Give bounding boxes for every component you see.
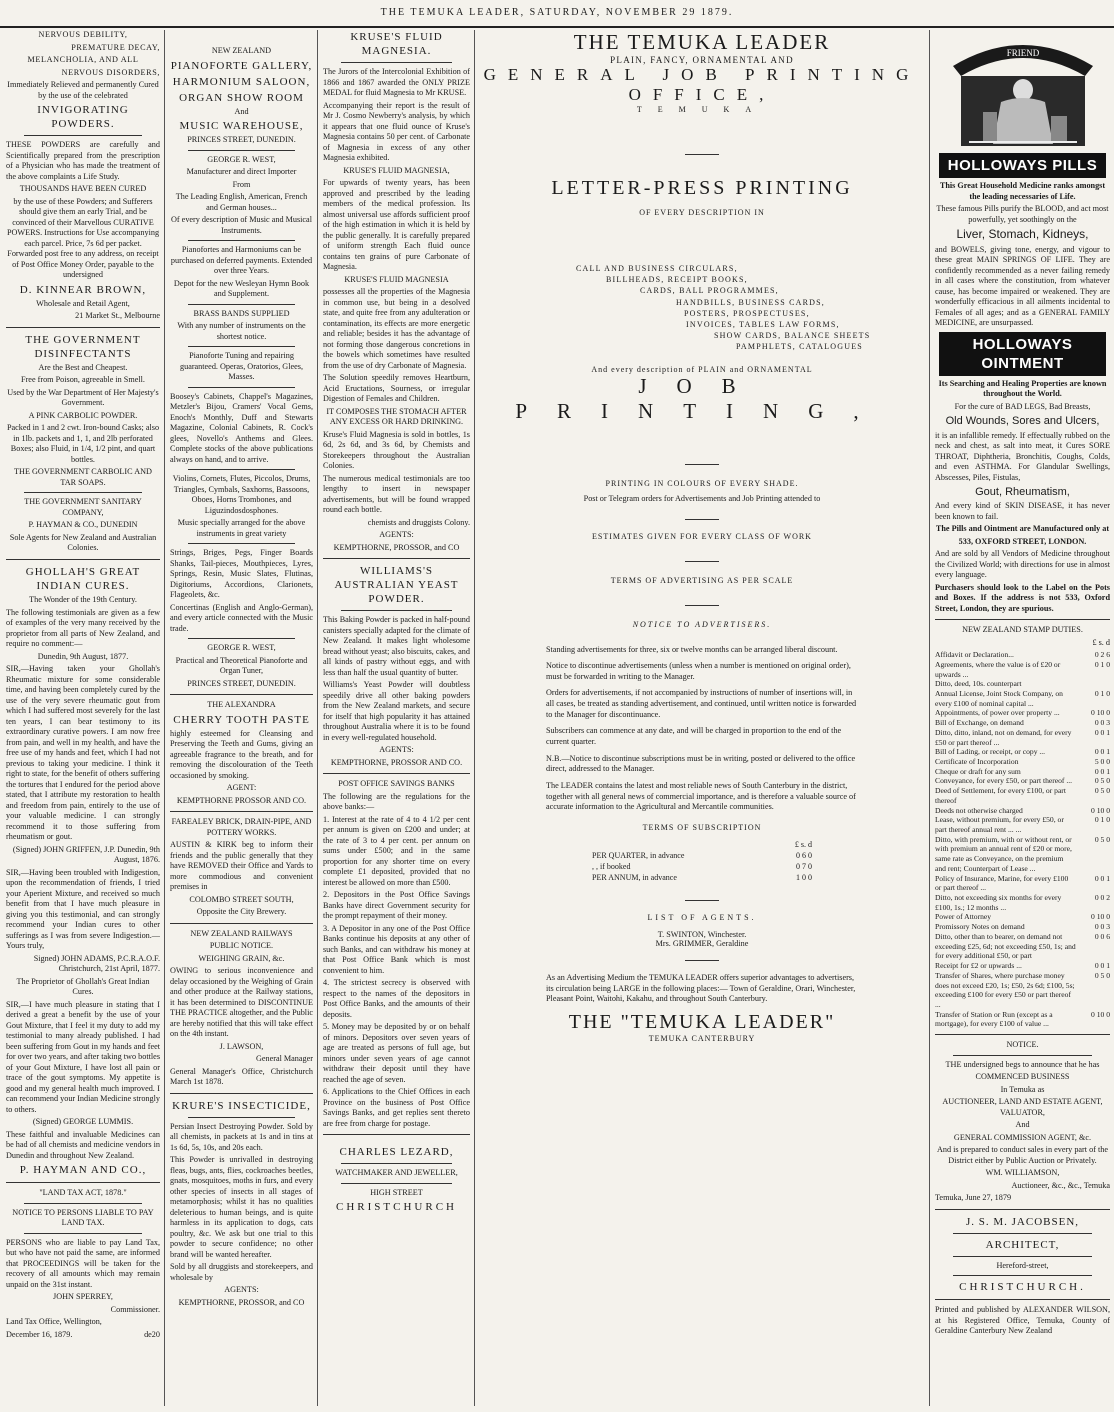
ad-subtitle: PLAIN, FANCY, ORNAMENTAL AND (610, 55, 794, 65)
list-item: POSTERS, PROSPECTUSES, (684, 308, 810, 318)
column-2 (166, 30, 317, 1406)
table-row (935, 806, 1110, 816)
paragraph: THE undersigned begs to announce that he has (945, 1059, 1100, 1069)
paragraph: The Proprietor of Ghollah's Great Indian Cures. (16, 976, 150, 997)
ad-job-printing: JOB PRINTING, (515, 373, 889, 423)
paragraph-line: PRINCES STREET, DUNEDIN. (187, 678, 296, 688)
headline: ARCHITECT, (985, 1238, 1060, 1251)
stamp-value: 0 1 0 (1094, 659, 1110, 669)
table-row (589, 862, 815, 871)
headline: PRINCES STREET, DUNEDIN. (187, 135, 296, 145)
subs-value: 1 0 0 (796, 873, 812, 883)
subs-label: PER ANNUM, in advance (592, 873, 677, 883)
paragraph: possesses all the properties of the Magnesia in common use, but being in a desolved state, and quite free from any adulteration or contamination, its effects are more energetic and reliable; besides it has the advantage of not forming those dangerous concretions in the bowels which sometimes have resulted from the use of dry Carbonate of Magnesia. (323, 287, 470, 370)
stamp-item: Cheque or draft for any sum (935, 766, 1021, 776)
headline: NOTICE. (1006, 1040, 1039, 1050)
ad-terms: TERMS OF ADVERTISING AS PER SCALE (610, 575, 794, 585)
paragraph: 5. Money may be deposited by or on behalf of minors. Depositors over seven years of age are treated as persons of full age, but minors under seven years of age cannot withdraw their deposit until they have reached the age of seven. (323, 1022, 470, 1084)
signer: JOHN SPERREY, (53, 1292, 113, 1302)
stamp-value: 0 5 0 (1094, 786, 1110, 796)
paragraph-line: In Temuka as (1000, 1084, 1045, 1094)
headline: CHRISTCHURCH (336, 1201, 457, 1214)
ad-every: OF EVERY DESCRIPTION IN (639, 208, 765, 217)
subs-head: £ s. d (794, 840, 812, 850)
paragraph: SIR,—Having been troubled with Indigestion, upon the recommendation of friends, I tried your Aperient Mixture, and received so much benefit from that I have much pleasure in giving you this testimonial, and can strongly recommend your Indian cures to other sufferings as I was from severe Indigestion.—Yours truly, (6, 867, 160, 951)
subscription-table (587, 838, 817, 884)
paragraph: The Solution speedily removes Heartburn, Acid Eructations, Sourness, or irregular Digestion of Females and Children. (323, 373, 470, 404)
column-rule (317, 30, 318, 1406)
stamp-value: 0 10 0 (1091, 805, 1110, 815)
headline: P. HAYMAN AND CO., (19, 1164, 147, 1177)
paragraph: PERSONS who are liable to pay Land Tax, but who have not paid the same, are informed that PROCEEDINGS will be taken for the recovery of all amounts which may remain unpaid on the 31st instant. (6, 1237, 160, 1289)
headline: PUBLIC NOTICE. (209, 941, 274, 951)
table-row (935, 815, 1110, 834)
stamp-value: 0 5 0 (1094, 970, 1110, 980)
table-row (589, 851, 815, 860)
signer: D. KINNEAR BROWN, (19, 283, 147, 296)
paragraph: Persian Insect Destroying Powder. Sold by all chemists, in packets at 1s and in tins at 1s 6d, 5s, 10s, and 20s each. (170, 1121, 313, 1152)
paragraph: Kruse's Fluid Magnesia is sold in bottles, 1s 6d, 2s 6d, and 3s 6d, by Chemists and Storekeepers throughout the Australian Colonies. (323, 429, 470, 471)
headline: NERVOUS DISORDERS, (61, 67, 160, 77)
paragraph: With any number of instruments on the shortest notice. (177, 321, 306, 341)
table-row (935, 922, 1110, 932)
ad-notice-text: Subscribers can commence at any date, and will be charged in proportion to the end of the current quarter. (546, 726, 842, 747)
list-item: CALL AND BUSINESS CIRCULARS, (576, 264, 738, 273)
paragraph: Williams's Yeast Powder will doubtless speedily drive all other baking powders from the New Zealand markets, and secure for itself that high popularity it has attained throughout Australia where it is to be found in every well-regulated household. (323, 680, 470, 742)
stamp-item: Promissory Notes on demand (935, 922, 1025, 932)
headline: KEMPTHORNE, PROSSOR, and CO (178, 1297, 305, 1307)
paragraph-line: Opposite the City Brewery. (196, 907, 287, 917)
headline: GEORGE R. WEST, (207, 154, 276, 164)
paragraph: This Baking Powder is packed in half-pound canisters specially adapted for the climate of New Zealand. It makes light wholesome bread without yeast; also biscuits, cakes, and all kinds of pastry without eggs, and with less than half the usual quantity of butter. (323, 615, 470, 677)
stamp-item: Receipt for £2 or upwards ... (935, 961, 1022, 971)
paragraph: Packed in 1 and 2 cwt. Iron-bound Casks; also in 1lb. packets and 1, 1, and 2lb perforated Boxes; also Fluid, in 1/4, 1/2 pint, and quart bottles. (6, 423, 160, 464)
paragraph: This Powder is unrivalled in destroying fleas, bugs, ants, flies, cockroaches beetles, gnats, mosquitoes, moths in furs, and every other species of insects in all stages of metamorphosis; whilst it has no qualities deleterious to human beings, and is quite harmless in its application to dogs, cats poultry, &c. We ask but one trial to this powder to secure confidence; no other brand will be wanted hereafter. (170, 1155, 313, 1259)
ad-general-office: GENERAL JOB PRINTING OFFICE, (483, 65, 921, 104)
table-row (935, 893, 1110, 912)
paragraph: Concertinas (English and Anglo-German), and every article connected with the Music trade. (170, 602, 313, 633)
headline: CHARLES LEZARD, (339, 1146, 454, 1159)
ad-and-every: And every description of PLAIN and ORNAMENTAL (591, 364, 813, 374)
imprint: Printed and published by ALEXANDER WILSON, at his Registered Office, Temuka, County of Geraldine Canterbury New Zealand (935, 1305, 1110, 1336)
paragraph: And is prepared to conduct sales in every part of the District either by Public Auction or Privately. (937, 1145, 1108, 1165)
table-row (935, 728, 1110, 747)
paragraph: Dunedin, 9th August, 1877. (37, 651, 129, 661)
paragraph-line: Of every description of Music and Musical Instruments. (171, 215, 312, 235)
headline: PIANOFORTE GALLERY, (170, 59, 313, 72)
stamp-item: Annual License, Joint Stock Company, on every £100 of nominal capital ... (935, 688, 1063, 708)
signer: WM. WILLIAMSON, (985, 1168, 1060, 1178)
stamp-value: 0 5 0 (1094, 776, 1110, 786)
headline: GHOLLAH'S GREAT INDIAN CURES. (25, 565, 141, 592)
headline: MELANCHOLIA, AND ALL (27, 55, 139, 64)
paragraph: Sold by all druggists and storekeepers, and wholesale by (170, 1262, 313, 1282)
paragraph: (Signed) JOHN GRIFFEN, J.P. Dunedin, 9th August, 1876. (12, 844, 160, 865)
headline: AUCTIONEER, LAND AND ESTATE AGENT, VALUATOR, (942, 1097, 1103, 1117)
paragraph: Boosey's Cabinets, Chappel's Magazines, Metzler's Bijou, Cramers' Vocal Gems, Enoch's Monthly, Duff and Stewarts Magazine, Colonial Cabinets, R. Cock's glees, Novello's Anthems and Glees. Complete stocks of the above publications always on hand, and to arrive. (170, 391, 313, 464)
stamp-item: Conveyance, for every £50, or part thereof ... (935, 776, 1073, 786)
paragraph: Accompanying their report is the result of Mr J. Cosmo Newberry's analysis, by which it appears that one fluid ounce of Kruse's Magnesia contains 50 per cent. of Carbonate of Magnesia in excess of any other Magnesia exhibited. (323, 100, 470, 163)
headline: THOUSANDS HAVE BEEN CURED (19, 184, 147, 194)
paragraph-line: Manufacturer and direct Importer (186, 167, 297, 177)
ad-notice-text: N.B.—Notice to discontinue subscriptions must be in writing, posted or delivered to the office direct, addressed to the Manager. (546, 753, 856, 774)
column-1 (2, 30, 164, 1406)
paragraph-line: And (1015, 1120, 1030, 1130)
paragraph: chemists and druggists Colony. (367, 517, 470, 527)
table-row (935, 971, 1110, 1010)
headline: PREMATURE DECAY, (71, 42, 160, 52)
paragraph: Depot for the new Wesleyan Hymn Book and Supplement. (173, 278, 310, 299)
headline: Liver, Stomach, Kidneys, (956, 227, 1089, 242)
headline: MUSIC WAREHOUSE, (179, 120, 304, 133)
date: December 16, 1879. de20 (6, 1329, 160, 1339)
table-row (935, 835, 1110, 874)
headline: FAREALEY BRICK, DRAIN-PIPE, AND POTTERY WORKS. (171, 817, 312, 837)
headline: ORGAN SHOW ROOM (179, 91, 304, 104)
paragraph: This Great Household Medicine ranks amongst the leading necessaries of Life. (939, 181, 1106, 201)
ad-colours: PRINTING IN COLOURS OF EVERY SHADE. (605, 478, 799, 488)
ad-post: Post or Telegram orders for Advertisements and Job Printing attended to (583, 493, 821, 503)
ad-agents-title: LIST OF AGENTS. (647, 913, 757, 923)
paragraph-line: The Leading English, American, French and German houses... (175, 192, 308, 212)
signer-role: Wholesale and Retail Agent, (36, 298, 130, 308)
headline: HIGH STREET (370, 1187, 423, 1197)
ad-temuka: TEMUKA (636, 105, 768, 114)
headline: THE GOVERNMENT SANITARY COMPANY, (24, 497, 142, 517)
headline: HARMONIUM SALOON, (172, 75, 311, 88)
table-row (935, 912, 1110, 922)
table-row (589, 873, 815, 882)
paragraph: SIR,—Having taken your Ghollah's Rheumatic mixture for some considerable time, and having been completely cured by the use of the very severe rheumatic gout from which I had suffered most severely for the last ten years, I can bear testimony to its extraordinary curative powers. I am now free from pain, and well in my health, and have the free use of my hands and feet, which I had not previous to taking your medicine. I think it right to state, for the benefit of others suffering the tortures that I endured for the period above stated, that I attribute my restoration to health and freedom from pain, entirely to the use of your valuable medicine. I can strongly recommend it to those suffering from rheumatism or gout. (6, 664, 160, 842)
table-row (935, 708, 1110, 718)
stamp-value: 0 5 0 (1094, 834, 1110, 844)
stamp-item: Ditto, not exceeding six months for every £100, 1s.; 12 months ... (935, 893, 1062, 912)
table-row (935, 932, 1110, 961)
paragraph: 533, OXFORD STREET, LONDON. (958, 536, 1087, 546)
stamp-item: Ditto, other than to bearer, on demand not exceeding £25, 6d; not exceeding £50, 1s; and for every additional £50, or part (935, 931, 1076, 961)
ad-footer-sub: TEMUKA CANTERBURY (648, 1034, 756, 1043)
ad-agent: Mrs. GRIMMER, Geraldine (655, 939, 749, 949)
headline: KRUSE'S FLUID MAGNESIA, (343, 165, 450, 175)
table-row (935, 961, 1110, 971)
paragraph: 4. The strictest secrecy is observed with respect to the names of the depositors in Post Office Banks, and the amounts of their deposits. (323, 978, 470, 1019)
headline: CHERRY TOOTH PASTE (173, 713, 310, 726)
holloways-ointment-banner: HOLLOWAYS OINTMENT (939, 332, 1106, 376)
stamp-item: Transfer of Station or Run (except as a mortgage), for every £100 of value ... (935, 1009, 1053, 1029)
headline: GENERAL COMMISSION AGENT, &c. (953, 1132, 1092, 1142)
subs-label: PER QUARTER, in advance (592, 851, 685, 861)
office: Land Tax Office, Wellington, (6, 1317, 102, 1327)
stamp-item: Lease, without premium, for every £50, or part thereof annual rent ... ... (935, 815, 1064, 835)
table-row (935, 650, 1110, 660)
stamp-value: 0 0 1 (1094, 961, 1110, 971)
friend-banner: FRIEND (1006, 48, 1039, 58)
headline: "LAND TAX ACT, 1878." (39, 1188, 127, 1198)
stamp-duties-table (935, 650, 1110, 1029)
paragraph: 3. A Depositor in any one of the Post Office Banks continue his deposits at any other of such Banks, and can withdraw his money at that Post Office Bank which is most convenient to him. (323, 923, 470, 975)
paragraph-line: Used by the War Department of Her Majesty's Government. (7, 387, 159, 408)
paragraph: Sole Agents for New Zealand and Australian Colonies. (9, 532, 157, 553)
headline: P. HAYMAN & CO., DUNEDIN (28, 520, 138, 530)
address: Hereford-street, (996, 1260, 1049, 1270)
ad-notice-text: Standing advertisements for three, six or twelve months can be arranged liberal discount. (546, 644, 838, 654)
stamp-item: Transfer of Shares, where purchase money does not exceed £20, 1s; £50, 2s 6d; £100, 5s; exceeding £100 for every £50 or part thereof ... (935, 970, 1075, 1009)
signer-address: 21 Market St., Melbourne (75, 311, 160, 321)
signer-role: General Manager (255, 1054, 313, 1064)
stamp-value: 0 10 0 (1091, 912, 1110, 922)
headline: KEMPTHORNE, PROSSOR, and CO (333, 542, 460, 552)
paragraph: Violins, Cornets, Flutes, Piccolos, Drums, Triangles, Cymbals, Saxhorns, Bassoons, Oboes, Horns Trombones, and Liguzindosdosphones. (172, 474, 311, 515)
table-row (935, 718, 1110, 728)
subs-value: 0 6 0 (796, 851, 812, 861)
stamp-value: 0 2 6 (1094, 650, 1110, 660)
ad-notice-text: Orders for advertisements, if not accompanied by instructions of number of insertions will, in all cases, be treated as standing advertisement, and continued, until written notice is forwarded to the Manager for discontinuance. (546, 688, 857, 719)
headline: KRUSE'S FLUID MAGNESIA. (350, 31, 443, 58)
paragraph-line: AGENT: (226, 783, 257, 793)
ad-list (476, 263, 928, 353)
ad-letterpress: LETTER-PRESS PRINTING (551, 177, 853, 199)
ad-agent: T. SWINTON, Winchester. (657, 930, 747, 940)
stamp-head: £ s. d (1092, 637, 1110, 647)
headline: J. S. M. JACOBSEN, (965, 1215, 1080, 1228)
headline: GEORGE R. WEST, (207, 643, 276, 653)
paragraph: OWING to serious inconvenience and delay occasioned by the Weighing of Grain and other produce at the Railway stations, it has been determined to DISCONTINUE THE PRACTICE altogether, and the Public are hereby notified that this will take effect on the 4th instant. (170, 966, 313, 1039)
paragraph: and BOWELS, giving tone, energy, and vigour to these great MAIN SPRINGS OF LIFE. They are confidently recommended as a never failing remedy in all cases where the constitution, from whatever cause, has become impaired or weakened. They are wonderfully efficacious in all ailments incidental to Females of all ages; and as a GENERAL FAMILY MEDICINE, are unsurpassed. (935, 244, 1110, 328)
stamp-item: Affidavit or Declaration... (935, 650, 1014, 660)
table-row (935, 776, 1110, 786)
paragraph: 2. Depositors in the Post Office Savings Banks have direct Government security for the prompt repayment of their money. (323, 890, 470, 921)
headline: WEIGHING GRAIN, &c. (198, 953, 285, 963)
headline: BRASS BANDS SUPPLIED (193, 308, 290, 318)
headline: THE ALEXANDRA (207, 700, 276, 710)
paragraph-line: Are the Best and Cheapest. (38, 362, 128, 372)
paragraph: 6. Applications to the Chief Offices in each Province on the business of Post Office Savings Banks, and get replies sent thereto are free from charge for postage. (323, 1087, 470, 1128)
stamp-item: Certificate of Incorporation (935, 756, 1019, 766)
paragraph: Strings, Briges, Pegs, Finger Boards Shanks, Tail-pieces, Mouthpieces, Lyres, Springs, Resin, Music Slates, Flutinas, Digitoriums, Accordions, Clarionets, Flageolets, &c. (170, 548, 313, 600)
paragraph: Signed) JOHN ADAMS, P.C.R.A.O.F. Christchurch, 21st April, 1877. (33, 953, 160, 974)
paragraph: it is an infallible remedy. If effectually rubbed on the neck and chest, as salt into meat, it Cures SORE THROAT, Diphtheria, Bronchitis, Coughs, Colds, and even ASTHMA. For Glandular Swellings, Abscesses, Piles, Fistulas, (935, 430, 1110, 482)
stamp-item: Appointments, of power over property ... (935, 708, 1060, 718)
stamp-item: Ditto, with premium, with or without rent, or with premium an annual rent of £20 or more, same rate as Conveyance, on the premium and rent; Counterpart of Lease ... (935, 834, 1072, 873)
headline: NEW ZEALAND RAILWAYS (190, 928, 293, 938)
stamp-item: Deed of Settlement, for every £100, or part thereof (935, 786, 1066, 805)
stamp-value: 0 10 0 (1091, 1009, 1110, 1019)
ad-title: THE TEMUKA LEADER (573, 30, 831, 54)
paragraph-line: And (234, 106, 249, 116)
paragraph: The Jurors of the Intercolonial Exhibition of 1866 and 1867 awarded the ONLY PRIZE MEDAL for fluid Magnesia to Mr KRUSE. (323, 67, 470, 98)
seated-figure-icon (943, 32, 1103, 150)
holloways-pills-banner: HOLLOWAYS PILLS (939, 153, 1106, 178)
signer-role: Auctioneer, &c., &c., Temuka (1011, 1180, 1110, 1190)
stamp-item: Power of Attorney (935, 912, 992, 922)
paragraph: Pianofortes and Harmoniums can be purchased on deferred payments. Extended over three Years. (170, 245, 313, 276)
paragraph: Purchasers should look to the Label on the Pots and Boxes. If the address is not 533, Oxford Street, London, they are spurious. (935, 582, 1110, 613)
paragraph: The numerous medical testimonials are too lengthy to insert in newspaper advertisements, but will be found wrapped round each bottle. (323, 473, 470, 515)
stamp-value: 0 1 0 (1094, 688, 1110, 698)
headline: WATCHMAKER AND JEWELLER, (335, 1168, 458, 1178)
ad-footer-title: THE "TEMUKA LEADER" (568, 1011, 836, 1033)
subs-label: , , if booked (592, 862, 631, 872)
ad-notice-text: Notice to discontinue advertisements (unless when a number is mentioned on original order), must be forwarded in writing to the Manager. (546, 661, 851, 681)
ad-notice-text: The LEADER contains the latest and most reliable news of South Canterbury in the district, together with all general news of commercial importance, and is therefore a valuable source of accurate information to the Agricultural and Mercantile communities. (546, 781, 856, 812)
list-item: BILLHEADS, RECEIPT BOOKS, (606, 275, 748, 285)
paragraph: THESE POWDERS are carefully and Scientifically prepared from the prescription of a Physician who has made the treatment of the above complaints a Life Study. (6, 140, 160, 181)
stamp-item: Ditto, deed, 10s. counterpart (935, 679, 1022, 689)
paragraph: These faithful and invaluable Medicines can be had of all chemists and medicine vendors in Dunedin and throughout New Zealand. (6, 1129, 160, 1160)
headline: KEMPTHORNE, PROSSOR AND CO. (330, 757, 463, 767)
paragraph: SIR,—I have much pleasure in stating that I derived a great a benefit by the use of your Gout Mixture, that I feel it my duty to add my testimonial to many already published. I had been suffering from Gout in my hands and feet for over two years, and after taking two bottles of your Gout Mixture, I have lost all pain or trace of the gout symptoms. My appetite is good and my general health much improved. I can recommend your Indian Medicine strongly to others. (6, 999, 160, 1114)
paragraph: 1. Interest at the rate of 4 to 4 1/2 per cent per annum is given on £200 and under; at the rate of 3 to 4 per cent. per annum on sums under £500; and in the same proportion for any shorter time on every complete £1 deposited, provided that no interest be allowed on more than £500. (323, 814, 470, 887)
table-row (935, 757, 1110, 767)
headline: POST OFFICE SAVINGS BANKS (338, 779, 455, 789)
stamp-value: 0 0 3 (1094, 718, 1110, 728)
headline: COMMENCED BUSINESS (975, 1072, 1070, 1082)
paragraph-line: Free from Poison, agreeable in Smell. (21, 375, 145, 385)
column-5 (931, 30, 1114, 1406)
paragraph: AUSTIN & KIRK beg to inform their friends and the public generally that they have REMOVED their Office and Yards to more commodious and convenient premises in (170, 840, 313, 892)
list-item: PAMPHLETS, CATALOGUES (736, 342, 863, 352)
paragraph: Practical and Theoretical Pianoforte and Organ Tuner, (175, 655, 308, 676)
paragraph: These famous Pills purify the BLOOD, and act most powerfully, yet soothingly on the (936, 204, 1109, 224)
paragraph-line: AGENTS: (379, 530, 414, 540)
headline: Gout, Rheumatism, (975, 486, 1070, 498)
headline: INVIGORATING POWDERS. (37, 104, 129, 131)
headline: WILLIAMS'S AUSTRALIAN YEAST POWDER. (334, 565, 459, 606)
paragraph: by the use of these Powders; and Sufferers should give them an early Trial, and be convinced of their Marvellous CURATIVE POWERS. Instructions for Use accompanying each parcel. Price, 7s 6d per packet. Forwarded post free to any address, on receipt of Post Office Money Order, payable to the undersigned (6, 196, 160, 280)
table-row (935, 689, 1110, 708)
stamp-value: 0 0 1 (1094, 873, 1110, 883)
list-item: SHOW CARDS, BALANCE SHEETS (714, 331, 871, 341)
list-item: INVOICES, TABLES LAW FORMS, (686, 319, 840, 329)
stamp-item: Deeds not otherwise charged (935, 805, 1023, 815)
table-row (935, 786, 1110, 805)
headline: Old Wounds, Sores and Ulcers, (945, 415, 1100, 428)
stamp-value: 0 0 1 (1094, 747, 1110, 757)
paragraph: The Pills and Ointment are Manufactured only at (935, 524, 1110, 534)
headline: KRUSE'S FLUID MAGNESIA (344, 274, 449, 284)
paragraph: For upwards of twenty years, has been approved and prescribed by the leading members of the medical profession. Its almost universal use affords sufficient proof of the high estimation in which it is held by the public generally. It is carefully prepared of uniform strength Each fluid ounce contains ten grains of pure Carbonate of Magnesia. (323, 178, 470, 272)
stamp-value: 0 0 2 (1094, 893, 1110, 903)
list-item: CARDS, BALL PROGRAMMES, (640, 286, 779, 296)
paragraph: highly esteemed for Cleansing and Preserving the Teeth and Gums, giving an agreeable fragrance to the breath, and for removing the discolouration of the Teeth occasioned by smoking. (170, 728, 313, 780)
stamp-value: 5 0 0 (1094, 756, 1110, 766)
signer: J. LAWSON, (219, 1041, 264, 1051)
headline: THE GOVERNMENT CARBOLIC AND TAR SOAPS. (14, 467, 152, 487)
table-row (935, 679, 1110, 689)
headline: NEW ZEALAND (211, 46, 272, 55)
headline: KEMPTHORNE PROSSOR AND CO. (176, 795, 307, 805)
ad-subs-title: TERMS OF SUBSCRIPTION (642, 823, 762, 833)
headline: A PINK CARBOLIC POWDER. (28, 410, 138, 420)
headline: NERVOUS DEBILITY, (38, 30, 128, 39)
ad-medium: As an Advertising Medium the TEMUKA LEADER offers superior advantages to advertisers, its circulation being LARGE in the following places:— Town of Geraldine, Orari, Winchester, Pleasant Point, Waitohi, Kakahu, and throughout South Canterbury. (546, 973, 856, 1004)
table-row (935, 874, 1110, 893)
stamp-value: 0 0 1 (1094, 766, 1110, 776)
paragraph: Its Searching and Healing Properties are known throughout the World. (938, 378, 1107, 399)
headline: KRURE'S INSECTICIDE, (172, 1099, 311, 1112)
holloway-seal-image (943, 32, 1103, 150)
stamp-value: 0 1 0 (1094, 815, 1110, 825)
paragraph: The following testimonials are given as a few of examples of the very many received by the proprietor from all parts of New Zealand, and require no comment:— (6, 607, 160, 649)
headline: NEW ZEALAND STAMP DUTIES. (962, 625, 1083, 635)
column-3 (319, 30, 474, 1406)
stamp-value: 0 0 1 (1094, 727, 1110, 737)
printing-advertisement (476, 30, 928, 1406)
stamp-value: 0 0 6 (1094, 931, 1110, 941)
table-row (935, 660, 1110, 679)
subs-value: 0 7 0 (796, 862, 812, 872)
paragraph: The Wonder of the 19th Century. (29, 595, 137, 605)
paragraph-line: AGENTS: (379, 745, 414, 755)
stamp-item: Policy of Insurance, Marine, for every £100 or part thereof ... (935, 873, 1069, 893)
ad-notice: NOTICE TO ADVERTISERS. (632, 619, 772, 629)
table-row (935, 747, 1110, 757)
headline: CHRISTCHURCH. (959, 1281, 1086, 1294)
stamp-item: Ditto, ditto, inland, not on demand, for every £50 or part thereof ... (935, 727, 1072, 747)
stamp-item: Bill of Lading, or receipt, or copy ... (935, 747, 1046, 757)
paragraph: Pianoforte Tuning and repairing guaranteed. Operas, Oratorios, Glees, Masses. (180, 351, 303, 382)
stamp-item: Bill of Exchange, on demand (935, 718, 1024, 728)
paragraph-line: AGENTS: (224, 1285, 259, 1295)
office: General Manager's Office, Christchurch March 1st 1878. (170, 1066, 313, 1087)
table-row (935, 1010, 1110, 1029)
paragraph: (Signed) GEORGE LUMMIS. (32, 1117, 134, 1127)
paragraph: For the cure of BAD LEGS, Bad Breasts, (954, 401, 1091, 411)
signer-role: Commissioner. (110, 1304, 160, 1314)
stamp-value: 0 10 0 (1091, 708, 1110, 718)
paragraph-line: From (232, 179, 251, 189)
stamp-item: Agreements, where the value is of £20 or upwards ... (935, 659, 1061, 679)
paragraph: Immediately Relieved and permanently Cured by the use of the celebrated (7, 80, 159, 100)
headline: IT COMPOSES THE STOMACH AFTER ANY EXCESS OR HARD DRINKING. (326, 406, 467, 427)
column-rule (164, 30, 165, 1406)
headline: COLOMBO STREET SOUTH, (189, 894, 294, 904)
table-row (935, 767, 1110, 777)
paragraph: Music specially arranged for the above instruments in great variety (177, 518, 306, 538)
list-item: HANDBILLS, BUSINESS CARDS, (676, 297, 825, 307)
date: Temuka, June 27, 1879 (935, 1193, 1012, 1203)
headline: THE GOVERNMENT DISINFECTANTS (25, 333, 141, 360)
paragraph: And are sold by all Vendors of Medicine throughout the Civilized World; with directions for use in almost every language. (935, 549, 1110, 580)
stamp-value: 0 0 3 (1094, 922, 1110, 932)
masthead: THE TEMUKA LEADER, SATURDAY, NOVEMBER 29 1879. (0, 0, 1114, 28)
column-rule (929, 30, 930, 1406)
ad-estimates: ESTIMATES GIVEN FOR EVERY CLASS OF WORK (592, 531, 812, 541)
stamp-value (1076, 679, 1110, 689)
paragraph: The following are the regulations for the above banks:— (323, 791, 470, 812)
headline: NOTICE TO PERSONS LIABLE TO PAY LAND TAX. (12, 1207, 154, 1228)
paragraph: And every kind of SKIN DISEASE, it has never been known to fail. (935, 501, 1110, 521)
column-rule (474, 30, 475, 1406)
